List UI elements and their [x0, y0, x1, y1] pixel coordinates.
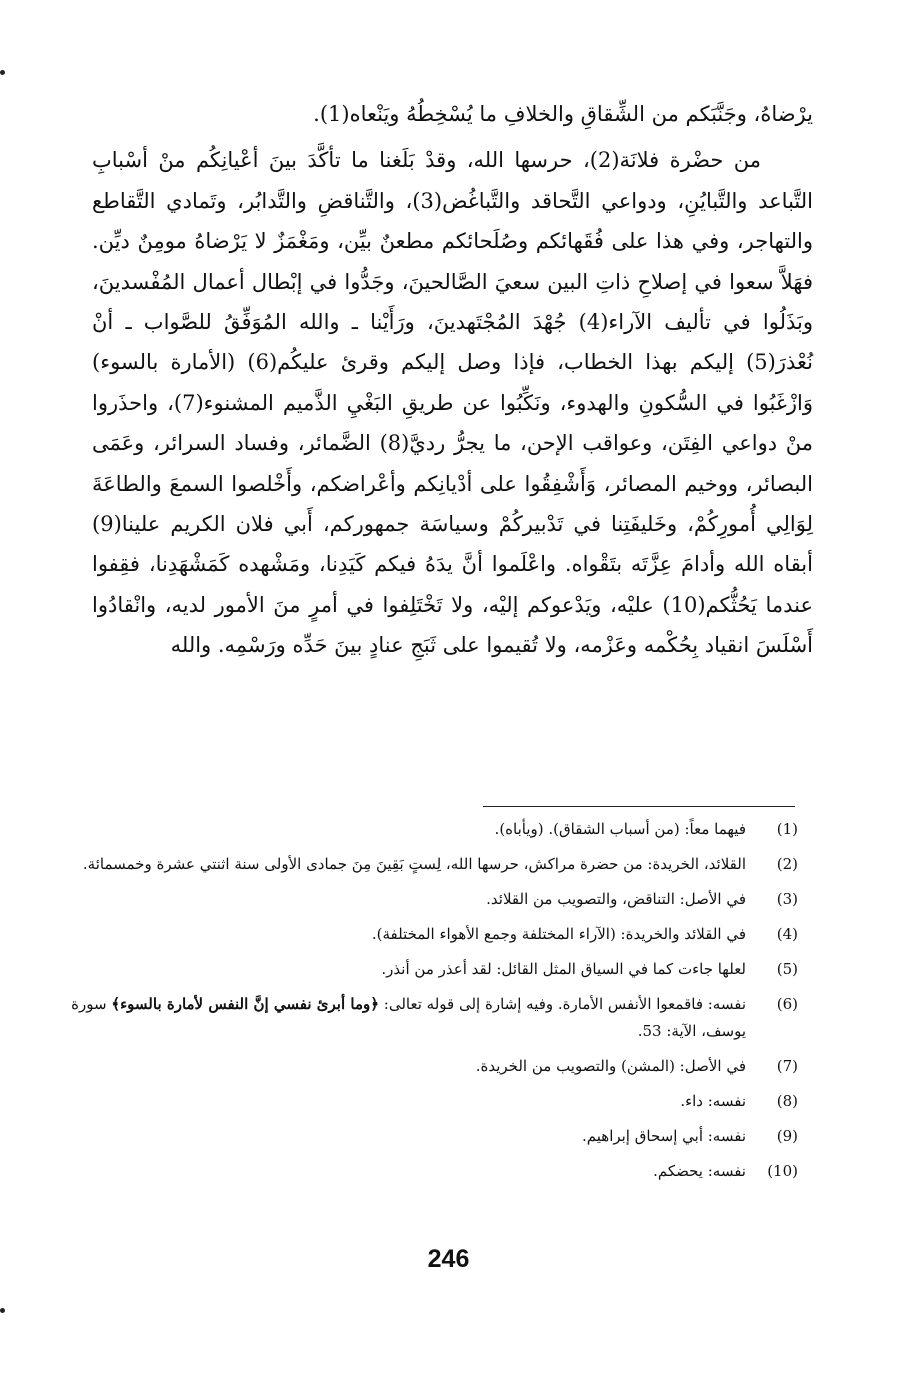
footnote-item	[64, 1088, 798, 1115]
scan-mark-bottom	[0, 1308, 5, 1313]
footnote-text-continued: سورة يوسف، الآية: 53.	[71, 995, 746, 1040]
footnote-item	[64, 816, 798, 843]
main-paragraph: من حضْرة فلانَة(2)، حرسها الله، وقدْ بَلَغنا ما تأكَّدَ بينَ أعْيانِكُم منْ أسْبابِ التَّباعد والتَّبايُنِ، ودواعي التَّحاقد والتَّباغُض(3)، والتَّناقضِ والتَّدابُر، وتَمادي التَّقاطع والتهاجر، وفي هذا على فُقَهائكم وصُلَحائكم مطعنٌ بيِّن، ومَغْمَزٌ لا يَرْضاهُ مومِنٌ ديِّن. فهَلاَّ سعوا في إصلاحِ ذاتِ البين سعيَ الصَّالحينَ، وجَدُّوا في إبْطال أعمال المُفْسدينَ، وبَذَلُوا في تأليف الآراء(4) جُهْدَ المُجْتَهدينَ، ورَأَيْنا ـ والله المُوَفِّقُ للصَّواب ـ أنْ نُعْذرَ(5) إليكم بهذا الخطاب، فإذا وصل إليكم وقرئ عليكُم(6) (الأمارة بالسوء) وَازْغَبُوا في السُّكونِ والهدوء، ونَكِّبُوا عن طريقِ البَغْيِ الذَّميم المشنوء(7)، واحذَروا منْ دواعي الفِتَن، وعواقب الإحن، ما يجرُّ رديَّ(8) الضَّمائر، وفساد السرائر، وعَمَى البصائر، ووخيم المصائر، وَأَشْفِقُوا على أدْيانِكم وأعْراضكم، وأَخْلصوا السمعَ والطاعَةَ لِوَالِي أُمورِكُمْ، وخَليفَتِنا في تَدْبيركُمْ وسياسَة جمهوركم، أَبي فلان الكريم علينا(9) أبقاه الله وأدامَ عِزَّتَه بتَقْواه. واعْلَموا أنَّ يدَهُ فيكم كَيَدِنا، ومَشْهده كَمَشْهَدِنا، فقِفوا عندما يَحُثُّكم(10) عليْه، ويَدْعوكم إليْه، ولا تَخْتَلِفوا في أمرٍ منَ الأمور لديه، وانْقادُوا أَسْلَسَ انقياد بِحُكْمه وعَزْمه، ولا تُقيموا على ثَبَجِ عنادٍ بينَ حَدِّه ورَسْمِه. والله	[92, 148, 814, 658]
footnote-text: نفسه: أبي إسحاق إبراهيم.	[582, 1127, 746, 1145]
footnote-text: في الأصل: (المشن) والتصويب من الخريدة.	[475, 1057, 746, 1075]
footnote-text-composite	[64, 991, 754, 1045]
footnote-text: نفسه: فاقمعوا الأنفس الأمارة. وفيه إشارة إلى قوله تعالى:	[383, 995, 746, 1013]
footnote-text: فيهما معاً: (من أسباب الشقاق). (ويأباه).	[494, 820, 746, 838]
footnote-number: (1)	[776, 820, 798, 838]
footnote-number: (9)	[776, 1127, 798, 1145]
footnote-item	[64, 851, 798, 878]
footnote-text: القلائد، الخريدة: من حضرة مراكش، حرسها الله، لِستٍ بَقِينَ مِنَ جمادى الأولى سنة اثنتي عشرة وخمسمائة.	[82, 855, 746, 873]
footnote-number: (7)	[776, 1057, 798, 1075]
footnote-number: (3)	[776, 890, 798, 908]
footnote-item	[64, 1053, 798, 1080]
footnote-item	[64, 956, 798, 983]
footnote-text: في القلائد والخريدة: (الآراء المختلفة وجمع الأهواء المختلفة).	[371, 925, 746, 943]
footnote-item	[64, 886, 798, 913]
footnote-separator	[483, 806, 795, 807]
footnote-item	[64, 1123, 798, 1150]
opening-paragraph: يرْضاهُ، وجَنَّبَكم من الشِّقاقِ والخلافِ ما يُسْخِطُهُ ويَنْعاه(1).	[313, 102, 813, 126]
body-text	[92, 94, 813, 666]
footnote-text: نفسه: يحضكم.	[653, 1162, 746, 1180]
footnote-text: لعلها جاءت كما في السياق المثل القائل: لقد أعذر من أنذر.	[381, 960, 746, 978]
footnote-number: (2)	[776, 855, 798, 873]
page-number: 246	[427, 1245, 470, 1273]
footnote-number: (10)	[767, 1162, 798, 1180]
footnote-number: (5)	[776, 960, 798, 978]
footnote-item	[64, 921, 798, 948]
scan-mark-top	[0, 70, 5, 75]
footnote-item	[64, 991, 798, 1045]
footnote-item	[64, 1158, 798, 1185]
footnote-text: نفسه: داء.	[680, 1092, 746, 1110]
footnotes	[64, 816, 798, 1193]
footnote-number: (6)	[776, 995, 798, 1013]
footnote-text: في الأصل: التناقض، والتصويب من القلائد.	[486, 890, 746, 908]
footnote-number: (8)	[776, 1092, 798, 1110]
footnote-number: (4)	[776, 925, 798, 943]
quran-quote: ﴿وما أبرئ نفسي إنَّ النفس لأمارة بالسوء﴾	[111, 995, 380, 1013]
